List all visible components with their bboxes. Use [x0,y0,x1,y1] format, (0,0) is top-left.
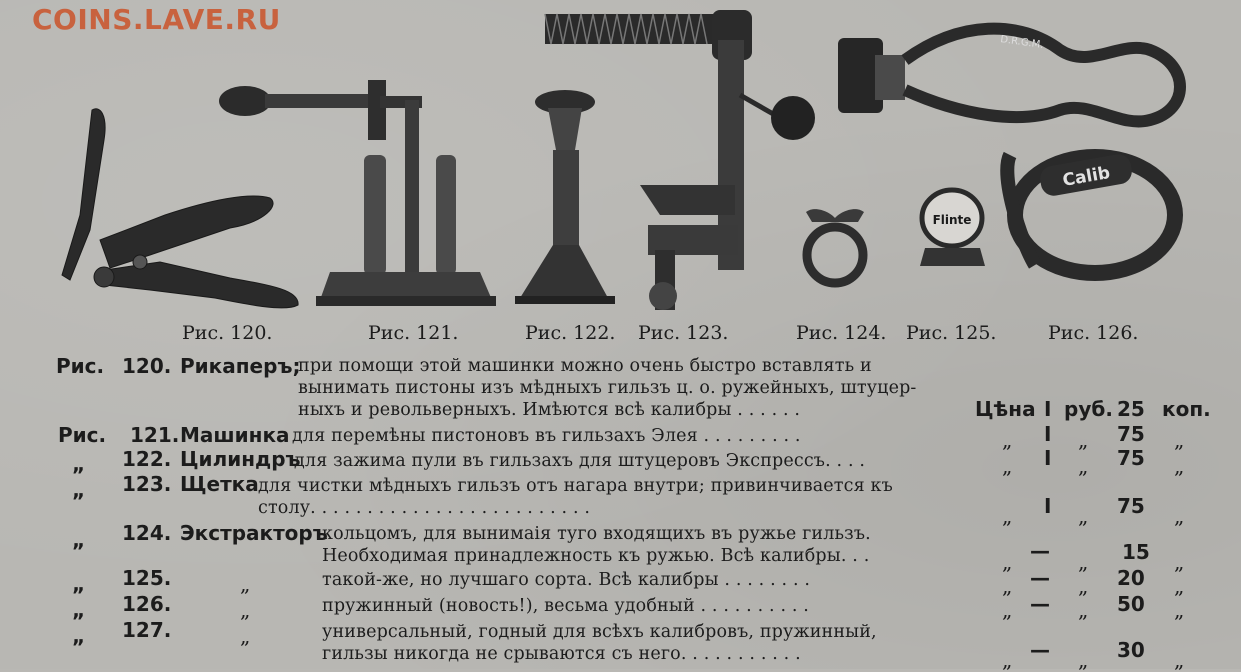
item-desc-line: пружинный (новость!), весьма удобный . . . . . . . . . . [322,596,810,616]
item-price: 75 [1117,422,1145,446]
spring-extractor-figure [838,29,1180,273]
item-prefix: „ [72,572,86,596]
item-desc-line: такой-же, но лучшаго сорта. Всѣ калибры . . . . . . . . [322,570,811,590]
item-desc-line: универсальный, годный для всѣхъ калибровъ, пружинный, [322,622,877,642]
item-desc-line: гильзы никогда не срываются съ него. . . . . . . . . . . [322,644,801,664]
ditto-mark: „ [1078,574,1089,598]
item-rub: — [1030,539,1050,563]
ditto-mark: „ [1174,504,1185,528]
item-name: Цилиндръ [180,447,301,471]
item-prefix: „ [72,478,86,502]
item-name: Машинка [180,423,290,447]
item-price: 75 [1117,494,1145,518]
item-price: 50 [1117,592,1145,616]
item-prefix: „ [72,624,86,648]
item-rub: — [1030,592,1050,616]
item-desc-line: для перемѣны пистоновъ въ гильзахъ Элея . . . . . . . . . [292,426,801,446]
illustrations [0,0,1241,330]
item-number: 124. [122,521,172,545]
header-amount: 25 [1117,397,1145,421]
drgm-label: D.R.G.M. [999,34,1045,52]
item-desc-line: при помощи этой машинки можно очень быстро вставлять и [298,356,872,376]
extractor-ring-figure [806,209,864,283]
ditto-mark: „ [1174,574,1185,598]
ditto-mark: „ [1078,454,1089,478]
cylinder-figure [515,90,615,304]
item-desc-line: для чистки мѣдныхъ гильзъ отъ нагара внутри; привинчивается къ [258,476,893,496]
item-price: 15 [1122,540,1150,564]
ditto-mark: „ [1174,454,1185,478]
ditto-mark: „ [1078,504,1089,528]
ditto-mark: „ [1174,428,1185,452]
rub-label: руб. [1064,397,1113,421]
item-desc-line: Необходимая принадлежность къ ружью. Всѣ калибры. . . [322,546,870,566]
item-desc-line: вынимать пистоны изъ мѣдныхъ гильзъ ц. о. ружейныхъ, штуцер- [298,378,917,398]
caption-126: Рис. 126. [1048,322,1139,344]
watermark: COINS.LAVE.RU [32,3,281,36]
ditto-mark: „ [1002,504,1013,528]
item-number: 127. [122,618,172,642]
decapping-machine-figure [219,80,496,306]
kop-label: коп. [1162,397,1211,421]
calib-label: Calib [1061,162,1112,191]
ditto-mark: „ [1078,550,1089,574]
ditto-mark: „ [1002,598,1013,622]
item-name: Экстракторъ [180,521,328,545]
ditto-mark: „ [1002,550,1013,574]
item-number: 123. [122,472,172,496]
item-prefix: Рис. [56,354,105,378]
item-name: Щетка [180,472,259,496]
ditto-mark: „ [1002,574,1013,598]
item-prefix: „ [72,598,86,622]
item-number: 121. [130,423,180,447]
caption-121: Рис. 121. [368,322,459,344]
item-prefix: „ [72,528,86,552]
caption-122: Рис. 122. [525,322,616,344]
item-rub: I [1044,422,1052,446]
item-price: 30 [1117,638,1145,662]
item-rub: — [1030,638,1050,662]
ditto-mark: „ [1078,648,1089,672]
caption-120: Рис. 120. [182,322,273,344]
ditto-mark: „ [1174,550,1185,574]
ditto-mark: „ [1002,454,1013,478]
item-desc-line: кольцомъ, для вынимаія туго входящихъ въ ружье гильзъ. [322,524,871,544]
item-name: „ [240,624,251,648]
ditto-mark: „ [1002,648,1013,672]
item-prefix: Рис. [58,423,107,447]
item-name: Рикаперъ; [180,354,301,378]
item-name: „ [240,598,251,622]
price-label: Цѣна [975,397,1036,421]
item-number: 122. [122,447,172,471]
ditto-mark: „ [1174,598,1185,622]
item-rub: I [1044,446,1052,470]
item-desc-line: столу. . . . . . . . . . . . . . . . . . . . . . . . . [258,498,591,518]
ditto-mark: „ [1002,428,1013,452]
item-number: 126. [122,592,172,616]
caption-124: Рис. 124. [796,322,887,344]
ditto-mark: „ [1078,428,1089,452]
item-name: „ [240,572,251,596]
item-price: 75 [1117,446,1145,470]
item-number: 120. [122,354,172,378]
item-rub: — [1030,566,1050,590]
ditto-mark: „ [1174,648,1185,672]
ditto-mark: „ [1078,598,1089,622]
item-number: 125. [122,566,172,590]
item-desc-line: ныхъ и револьверныхъ. Имѣются всѣ калибры . . . . . . [298,400,801,420]
price-sep: I [1044,397,1052,421]
item-price: 20 [1117,566,1145,590]
flinte-label: Flinte [932,213,972,227]
item-desc-line: для зажима пули въ гильзахъ для штуцеровъ Экспрессъ. . . . [294,451,866,471]
recapper-figure [62,109,298,308]
caption-123: Рис. 123. [638,322,729,344]
extractor-flinte-figure [920,190,985,266]
item-prefix: „ [72,452,86,476]
caption-125: Рис. 125. [906,322,997,344]
item-rub: I [1044,494,1052,518]
